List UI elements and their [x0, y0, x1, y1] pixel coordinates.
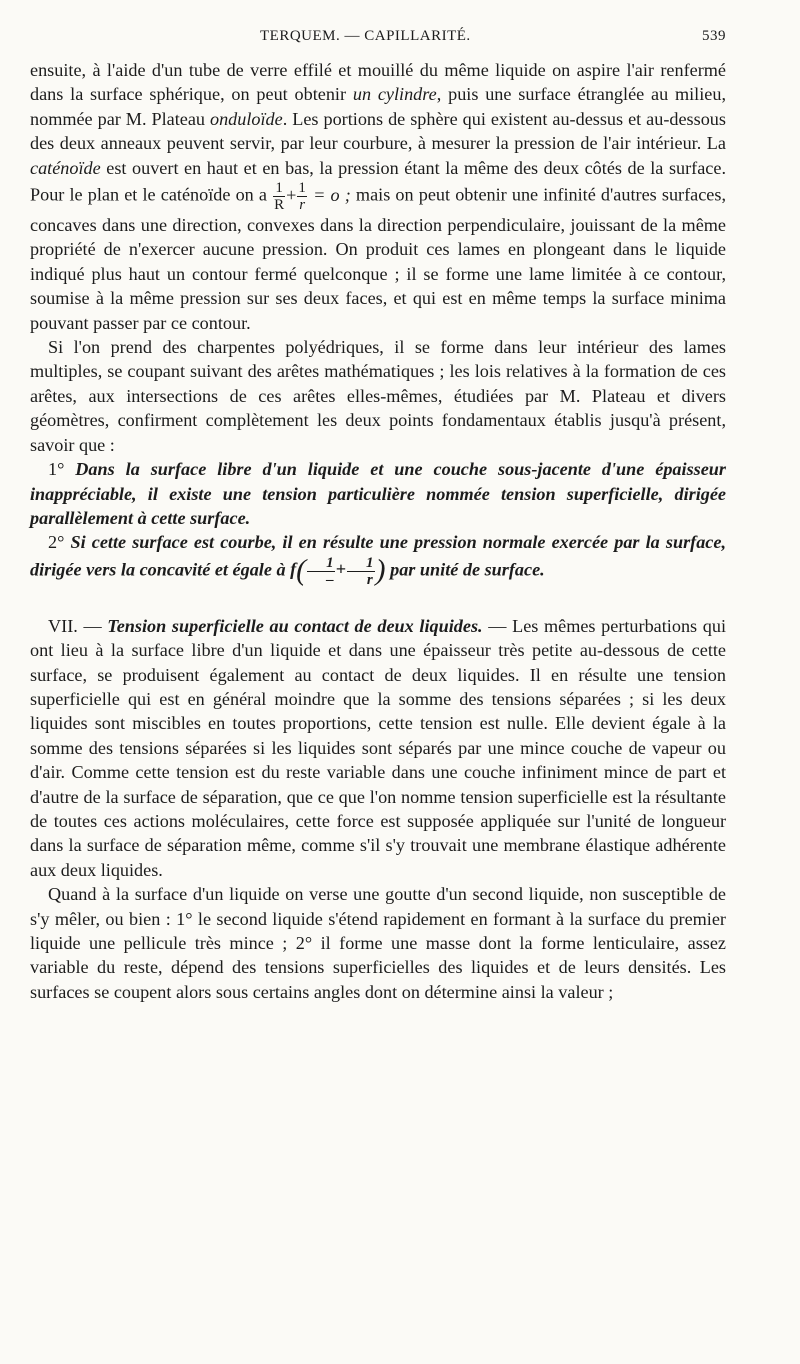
paragraph-last: Quand à la surface d'un liquide on verse une goutte d'un second liquide, non susceptible de s'y mêler, ou bien : 1° le second liquide s'étend rapidement en formant à la surface du premier liquide une pellicule très mince ; 2° il forme une masse dont la forme lenticulaire, assez variable du reste, dépend des tensions superficielles des liquides et de leurs densités. Les surfaces se coupent alors sous certains angles dont on détermine ainsi la valeur ;: [30, 884, 726, 1002]
section-dash: —: [482, 615, 513, 636]
numerator: 1: [347, 555, 375, 572]
fraction: [347, 555, 375, 588]
open-paren: (: [296, 554, 307, 588]
denominator: R: [274, 197, 285, 214]
point-text: Dans la surface libre d'un liquide et une couche sous-jacente d'une épaisseur inappréciable, il existe une tension particulière nommée tension superficielle, dirigée parallèlement à cette surface.: [30, 459, 726, 528]
italic-term: onduloïde: [209, 108, 283, 129]
section-label: VII. —: [48, 615, 108, 636]
denominator: –: [326, 571, 334, 588]
text-run: , puis une surface étranglée au milieu, nommée par M. Plateau: [30, 84, 726, 129]
text-run: est ouvert en haut et en bas, la pression étant la même des deux côtés de la surface. Pour le plan et le caténoïde on a: [30, 157, 726, 205]
denominator: r: [299, 197, 306, 214]
fraction: [297, 180, 307, 213]
function-f: f: [290, 559, 297, 580]
italic-term: caténoïde: [30, 157, 101, 178]
paragraph-2: Si l'on prend des charpentes polyédriques, il se forme dans leur intérieur des lames multiples, se coupant suivant des arêtes mathématiques ; les lois relatives à la formation de ces arêtes, aux intersections de ces arêtes elles-mêmes, étudiées par M. Plateau et divers géomètres, confirment complètement les deux points fondamentaux établis jusqu'à présent, savoir que :: [30, 337, 726, 455]
point-text: Si cette surface est courbe, il en résulte une pression normale exercée par la surface, dirigée vers la concavité et égale à: [30, 532, 726, 580]
point-text-tail: par unité de surface.: [385, 559, 545, 580]
equals-zero: = o ;: [313, 184, 351, 205]
text-run: . Les portions de sphère qui existent au-dessus et au-dessous des deux anneaux peuvent servir, par leur courbure, à mesurer la pression de l'air intérieur. La: [30, 108, 726, 154]
point-1: [30, 457, 726, 530]
body-text: [30, 58, 726, 1004]
text-run: ensuite, à l'aide d'un tube de verre effilé et mouillé du même liquide on aspire l'air renfermé dans la surface sphérique, on peut obtenir: [30, 60, 726, 105]
italic-term: un cylindre: [352, 84, 437, 105]
text-run: mais on peut obtenir une infinité d'autres surfaces, concaves dans une direction, convexes dans la direction perpendiculaire, jouissant de la même propriété de n'exercer aucune pression. On produit ces lames en plongeant dans le liquide indiqué plus haut un contour fermé quelconque ; il se forme une lame limitée à ce contour, soumise à la même pression sur ses deux faces, et qui est en même temps la surface minima pouvant passer par ce contour.: [30, 184, 726, 333]
numerator: 1: [298, 180, 306, 197]
page-header: [30, 28, 726, 52]
point-number: 2°: [48, 532, 65, 553]
section-7: [30, 614, 726, 882]
close-paren: ): [375, 554, 386, 588]
paragraph-1: [30, 58, 726, 335]
section-text: Les mêmes perturbations qui ont lieu à la surface libre d'un liquide et dans une épaisseur très petite au-dessous de cette surface, se produisent également au contact de deux liquides. Il en résulte une tension superficielle qui est en général moindre que la somme des tensions séparées ; si les deux liquides sont miscibles en toutes proportions, cette tension est nulle. Elle devient égale à la somme des tensions séparées si les liquides sont séparés par une mince couche de vapeur ou d'air. Comme cette tension est du reste variable dans une couche infiniment mince de part et d'autre de la surface de séparation, que ce que l'on nomme tension superficielle est la résultante de toutes ces actions moléculaires, cette force est supposée appliquée sur l'unité de longueur dans la surface de séparation même, comme s'il s'y trouvait une membrane élastique adhérente aux deux liquides.: [30, 615, 727, 880]
denominator: r: [366, 571, 373, 588]
page-number: 539: [702, 28, 726, 44]
section-title: Tension superficielle au contact de deux liquides.: [107, 615, 483, 636]
numerator: 1: [307, 555, 335, 572]
numerator: 1: [273, 180, 285, 197]
running-title: TERQUEM. — CAPILLARITÉ.: [260, 28, 471, 44]
plus-sign: +: [335, 559, 347, 580]
formula-curvature-sum: [272, 180, 351, 214]
formula-pressure: [290, 554, 386, 588]
point-2: [30, 530, 726, 587]
plus-sign: +: [286, 184, 297, 205]
point-number: 1°: [48, 459, 65, 480]
fraction: [307, 555, 335, 588]
fraction: [273, 180, 285, 213]
